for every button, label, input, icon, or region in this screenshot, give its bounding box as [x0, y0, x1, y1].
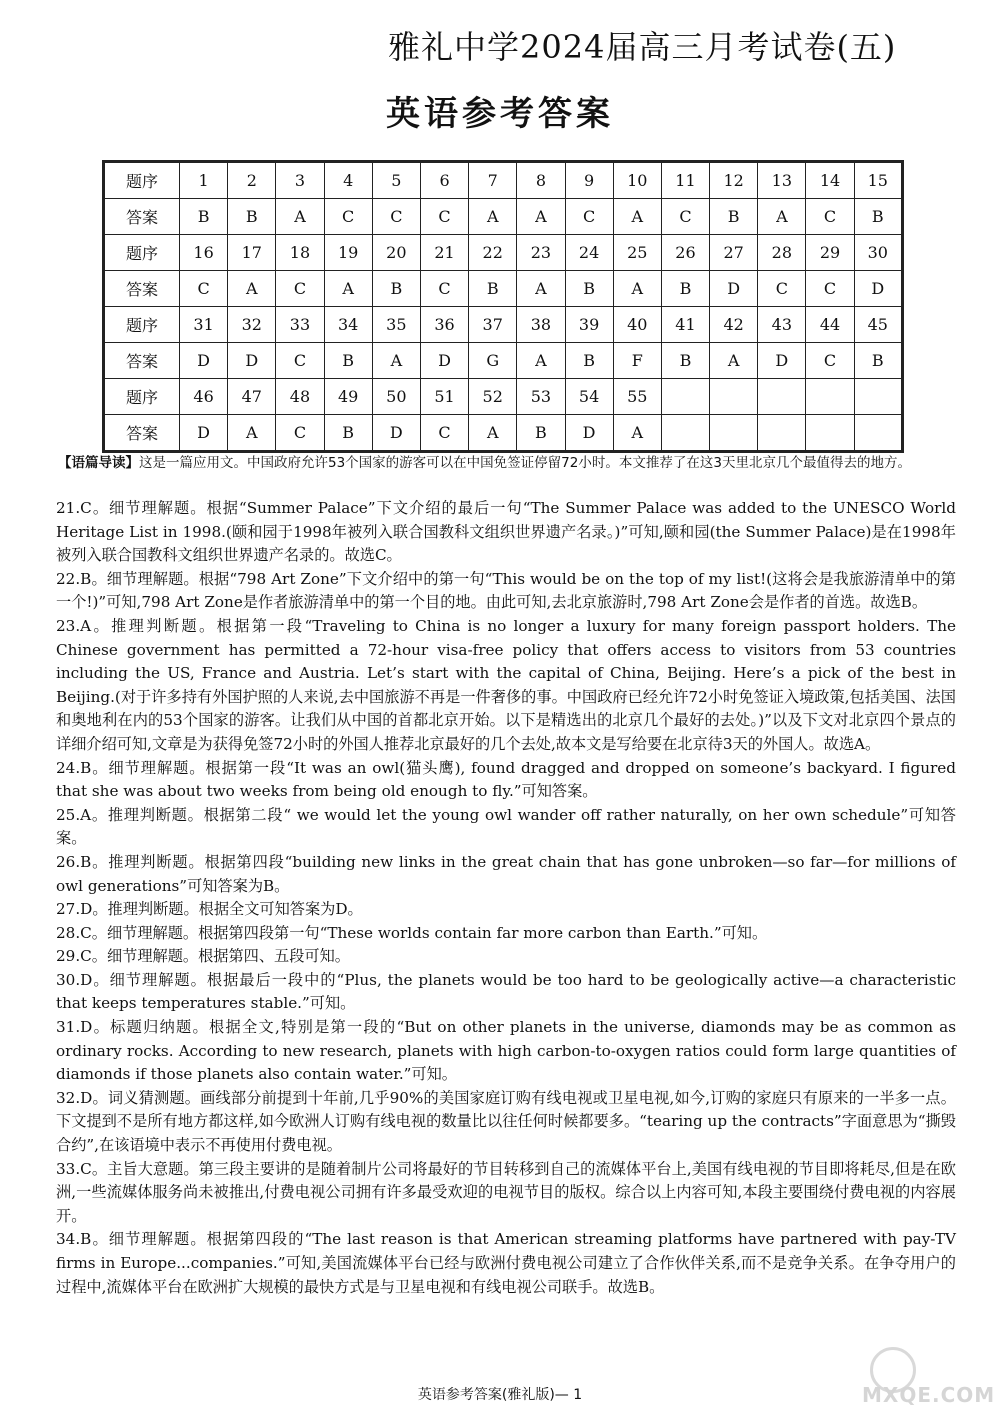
answer-cell: [661, 415, 709, 452]
answer-cell: B: [228, 199, 276, 235]
answer-cell: C: [806, 271, 854, 307]
answer-cell: B: [517, 415, 565, 452]
question-number-cell: 11: [661, 162, 709, 199]
answer-row-label: 答案: [104, 199, 180, 235]
question-number-cell: [710, 379, 758, 415]
question-number-cell: 24: [565, 235, 613, 271]
answer-cell: G: [469, 343, 517, 379]
document-title: 英语参考答案: [386, 94, 614, 134]
question-number-cell: 53: [517, 379, 565, 415]
answer-cell: C: [276, 343, 324, 379]
explanation-item: 21.C。细节理解题。根据“Summer Palace”下文介绍的最后一句“The Summer Palace was added to the UNESCO World Heritage List in 1998.(颐和园于1998年被列入联合国教科文组织世界遗产名录。)”可知,颐和园(the Summer Palace)是在1998年被列入联合国教科文组织世界遗产名录的。故选C。: [56, 499, 956, 565]
answer-cell: A: [228, 271, 276, 307]
question-number-cell: 39: [565, 307, 613, 343]
question-number-cell: 41: [661, 307, 709, 343]
answer-cell: [854, 415, 902, 452]
answer-cell: [806, 415, 854, 452]
answer-table: [102, 160, 904, 453]
question-number-cell: 14: [806, 162, 854, 199]
question-number-cell: 13: [758, 162, 806, 199]
answer-cell: C: [180, 271, 228, 307]
answer-cell: C: [758, 271, 806, 307]
question-number-cell: 19: [324, 235, 372, 271]
question-number-cell: 17: [228, 235, 276, 271]
question-number-cell: 31: [180, 307, 228, 343]
answer-cell: A: [613, 415, 661, 452]
question-number-cell: 20: [372, 235, 420, 271]
question-number-cell: 43: [758, 307, 806, 343]
reading-guide: [58, 452, 958, 474]
question-number-cell: 18: [276, 235, 324, 271]
answer-cell: D: [420, 343, 468, 379]
question-number-cell: 38: [517, 307, 565, 343]
answer-cell: C: [372, 199, 420, 235]
question-number-cell: 33: [276, 307, 324, 343]
explanation-item: 24.B。细节理解题。根据第一段“It was an owl(猫头鹰), found dragged and dropped on someone’s backyard. I figured that she was about two weeks from being old enough to fly.”可知答案。: [56, 758, 956, 801]
question-number-cell: [661, 379, 709, 415]
question-number-cell: 9: [565, 162, 613, 199]
answer-cell: A: [324, 271, 372, 307]
answer-cell: A: [276, 199, 324, 235]
explanation-item: 23.A。推理判断题。根据第一段“Traveling to China is no longer a luxury for many foreign passport holders. The Chinese government has permitted a 72-hour visa-free policy that offers access to visitors from 53 countries including the US, France and Austria. Let’s start with the capital of China, Beijing. Here’s a pick of the best in Beijing.(对于许多持有外国护照的人来说,去中国旅游不再是一件奢侈的事。中国政府已经允许72小时免签证入境政策,包括美国、法国和奥地利在内的53个国家的游客。让我们从中国的首都北京开始。以下是精选出的北京几个最好的去处。)”以及下文对北京四个景点的详细介绍可知,文章是为获得免签72小时的外国人推荐北京最好的几个去处,故本文是写给要在北京待3天的外国人。故选A。: [56, 616, 956, 753]
answer-row-label: 答案: [104, 343, 180, 379]
answer-cell: B: [565, 343, 613, 379]
answer-cell: D: [758, 343, 806, 379]
question-number-cell: 55: [613, 379, 661, 415]
question-number-cell: 25: [613, 235, 661, 271]
question-number-cell: 8: [517, 162, 565, 199]
answer-cell: D: [854, 271, 902, 307]
answer-cell: B: [324, 415, 372, 452]
number-row: [104, 162, 903, 199]
question-number-cell: 51: [420, 379, 468, 415]
question-number-cell: 23: [517, 235, 565, 271]
answer-cell: B: [469, 271, 517, 307]
explanation-item: 27.D。推理判断题。根据全文可知答案为D。: [56, 900, 363, 919]
watermark-text: MXQE.COM: [862, 1383, 996, 1407]
question-number-cell: 37: [469, 307, 517, 343]
explanation-item: 31.D。标题归纳题。根据全文,特别是第一段的“But on other planets in the universe, diamonds may be as common as ordinary rocks. According to new research, planets with high carbon-to-oxygen ratios could form large quantities of diamonds if those planets also contain water.”可知。: [56, 1018, 956, 1084]
question-number-cell: 44: [806, 307, 854, 343]
question-number-cell: 2: [228, 162, 276, 199]
answer-cell: D: [372, 415, 420, 452]
explanation-item: 26.B。推理判断题。根据第四段“building new links in the great chain that has gone unbroken—so far—for millions of owl generations”可知答案为B。: [56, 852, 956, 895]
number-row-label: 题序: [104, 379, 180, 415]
answer-row-label: 答案: [104, 271, 180, 307]
answer-cell: D: [180, 343, 228, 379]
answer-cell: C: [806, 199, 854, 235]
answer-cell: C: [806, 343, 854, 379]
number-row-label: 题序: [104, 235, 180, 271]
question-number-cell: 15: [854, 162, 902, 199]
question-number-cell: [758, 379, 806, 415]
answer-cell: B: [854, 199, 902, 235]
question-number-cell: 54: [565, 379, 613, 415]
answer-cell: C: [276, 415, 324, 452]
question-number-cell: 52: [469, 379, 517, 415]
answer-cell: [758, 415, 806, 452]
question-number-cell: 22: [469, 235, 517, 271]
question-number-cell: 46: [180, 379, 228, 415]
exam-title: 雅礼中学2024届高三月考试卷(五): [388, 28, 897, 66]
answer-cell: A: [710, 343, 758, 379]
question-number-cell: 21: [420, 235, 468, 271]
question-number-cell: 26: [661, 235, 709, 271]
watermark-logo: [862, 1345, 996, 1407]
explanation-item: 33.C。主旨大意题。第三段主要讲的是随着制片公司将最好的节目转移到自己的流媒体平台上,美国有线电视的节目即将耗尽,但是在欧洲,一些流媒体服务尚未被推出,付费电视公司拥有许多最受欢迎的电视节目的版权。综合以上内容可知,本段主要围绕付费电视的内容展开。: [56, 1159, 956, 1225]
explanation-item: 22.B。细节理解题。根据“798 Art Zone”下文介绍中的第一句“This would be on the top of my list!(这将会是我旅游清单中的第一个!)”可知,798 Art Zone是作者旅游清单中的第一个目的地。由此可知,去北京旅游时,798 Art Zone会是作者的首选。故选B。: [56, 569, 956, 612]
answer-cell: A: [613, 199, 661, 235]
question-number-cell: 42: [710, 307, 758, 343]
explanation-item: 29.C。细节理解题。根据第四、五段可知。: [56, 947, 350, 966]
answer-cell: B: [565, 271, 613, 307]
answer-cell: A: [517, 343, 565, 379]
answer-cell: A: [613, 271, 661, 307]
question-number-cell: 7: [469, 162, 517, 199]
question-number-cell: 35: [372, 307, 420, 343]
question-number-cell: 32: [228, 307, 276, 343]
question-number-cell: 6: [420, 162, 468, 199]
answer-cell: C: [276, 271, 324, 307]
question-number-cell: 27: [710, 235, 758, 271]
reading-guide-text: 这是一篇应用文。中国政府允许53个国家的游客可以在中国免签证停留72小时。本文推荐了在这3天里北京几个最值得去的地方。: [139, 455, 911, 471]
answer-row: [104, 343, 903, 379]
answer-row-label: 答案: [104, 415, 180, 452]
explanation-item: 32.D。词义猜测题。画线部分前提到十年前,几乎90%的美国家庭订购有线电视或卫星电视,如今,订购的家庭只有原来的一半多一点。下文提到不是所有地方都这样,如今欧洲人订购有线电视的数量比以往任何时候都要多。“tearing up the contracts”字面意思为“撕毁合约”,在该语境中表示不再使用付费电视。: [56, 1088, 956, 1155]
answer-cell: C: [420, 415, 468, 452]
question-number-cell: 29: [806, 235, 854, 271]
question-number-cell: 49: [324, 379, 372, 415]
answer-cell: [710, 415, 758, 452]
explanation-item: 28.C。细节理解题。根据第四段第一句“These worlds contain far more carbon than Earth.”可知。: [56, 923, 768, 942]
question-number-cell: 28: [758, 235, 806, 271]
answer-cell: B: [661, 343, 709, 379]
question-number-cell: 1: [180, 162, 228, 199]
answer-cell: C: [565, 199, 613, 235]
answer-row: [104, 271, 903, 307]
question-number-cell: 34: [324, 307, 372, 343]
number-row-label: 题序: [104, 307, 180, 343]
answer-cell: D: [565, 415, 613, 452]
answer-cell: B: [710, 199, 758, 235]
answer-cell: C: [661, 199, 709, 235]
explanation-list: [56, 497, 956, 1299]
answer-cell: A: [469, 415, 517, 452]
answer-row: [104, 415, 903, 452]
question-number-cell: 12: [710, 162, 758, 199]
question-number-cell: 47: [228, 379, 276, 415]
answer-cell: A: [758, 199, 806, 235]
answer-cell: D: [228, 343, 276, 379]
answer-cell: C: [420, 199, 468, 235]
question-number-cell: 50: [372, 379, 420, 415]
answer-cell: B: [372, 271, 420, 307]
question-number-cell: 30: [854, 235, 902, 271]
answer-cell: D: [710, 271, 758, 307]
question-number-cell: 4: [324, 162, 372, 199]
answer-cell: A: [469, 199, 517, 235]
answer-cell: B: [324, 343, 372, 379]
number-row: [104, 307, 903, 343]
question-number-cell: 40: [613, 307, 661, 343]
number-row-label: 题序: [104, 162, 180, 199]
number-row: [104, 235, 903, 271]
answer-row: [104, 199, 903, 235]
answer-cell: B: [180, 199, 228, 235]
answer-cell: A: [517, 271, 565, 307]
question-number-cell: 45: [854, 307, 902, 343]
answer-cell: C: [324, 199, 372, 235]
number-row: [104, 379, 903, 415]
answer-cell: F: [613, 343, 661, 379]
question-number-cell: 36: [420, 307, 468, 343]
question-number-cell: 16: [180, 235, 228, 271]
question-number-cell: [854, 379, 902, 415]
reading-guide-label: 【语篇导读】: [58, 455, 139, 471]
question-number-cell: 5: [372, 162, 420, 199]
explanation-item: 30.D。细节理解题。根据最后一段中的“Plus, the planets would be too hard to be geologically active—a characteristic that keeps temperatures stable.”可知。: [56, 970, 956, 1013]
explanation-item: 25.A。推理判断题。根据第二段“ we would let the young owl wander off rather naturally, on her own schedule”可知答案。: [56, 805, 956, 848]
answer-cell: C: [420, 271, 468, 307]
answer-cell: B: [661, 271, 709, 307]
answer-cell: A: [517, 199, 565, 235]
explanation-item: 34.B。细节理解题。根据第四段的“The last reason is that American streaming platforms have partnered with pay-TV firms in Europe...companies.”可知,美国流媒体平台已经与欧洲付费电视公司建立了合作伙伴关系,而不是竞争关系。在争夺用户的过程中,流媒体平台在欧洲扩大规模的最快方式是与卫星电视和有线电视公司联手。故选B。: [56, 1230, 956, 1296]
page-footer: 英语参考答案(雅礼版)— 1: [417, 1387, 583, 1403]
answer-cell: A: [228, 415, 276, 452]
question-number-cell: 48: [276, 379, 324, 415]
question-number-cell: 10: [613, 162, 661, 199]
answer-cell: B: [854, 343, 902, 379]
question-number-cell: 3: [276, 162, 324, 199]
answer-cell: D: [180, 415, 228, 452]
question-number-cell: [806, 379, 854, 415]
answer-cell: A: [372, 343, 420, 379]
